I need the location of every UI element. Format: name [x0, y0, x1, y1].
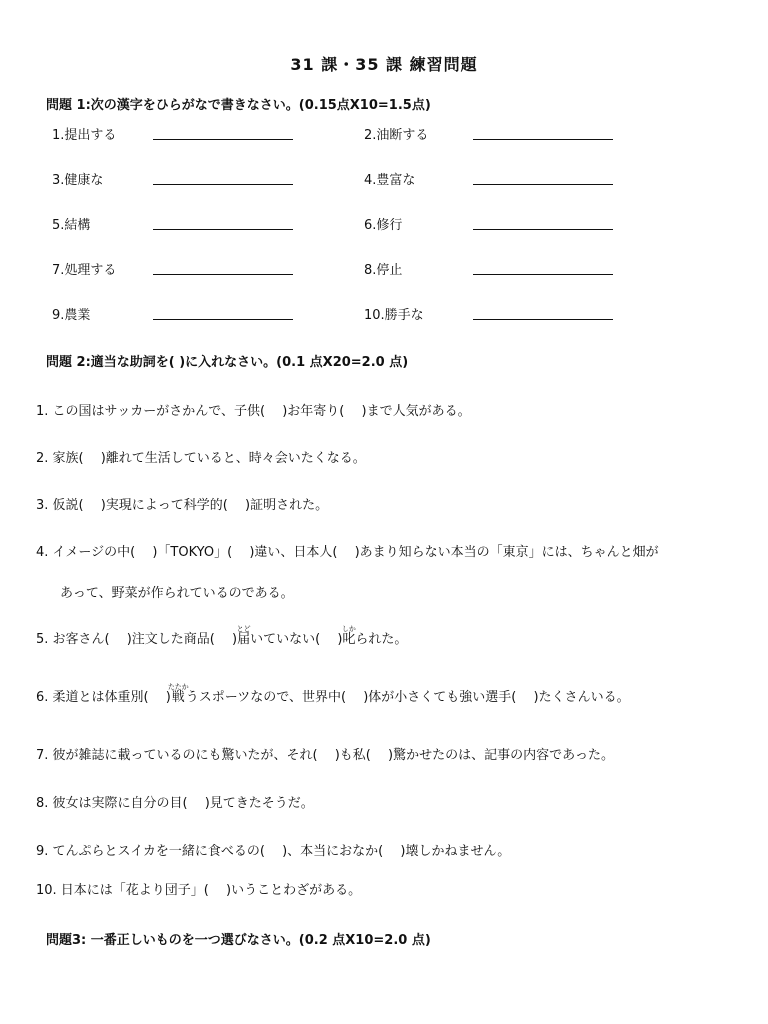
sentence-1: 1. この国はサッカーがさかんで、子供( )お年寄り( )まで人気がある。 [36, 404, 471, 419]
sentence-9: 9. てんぷらとスイカを一緒に食べるの( )、本当におなか( )壊しかねません。 [36, 844, 511, 859]
sentence-5 [36, 625, 407, 647]
vocab-item-2 [364, 124, 428, 143]
answer-line[interactable] [473, 274, 613, 275]
vocab-label: 7.処理する [52, 263, 117, 278]
vocab-item-8 [364, 259, 402, 278]
vocab-label: 2.油断する [364, 128, 429, 143]
answer-line[interactable] [473, 184, 613, 185]
answer-line[interactable] [153, 229, 293, 230]
sentence-3: 3. 仮説( )実現によって科学的( )証明された。 [36, 498, 329, 513]
sentence-6 [36, 683, 630, 705]
answer-line[interactable] [153, 274, 293, 275]
sentence-6-part-a: 6. 柔道とは体重別( ) [36, 690, 171, 705]
vocab-label: 4.豊富な [364, 173, 416, 188]
section1-heading: 問題 1:次の漢字をひらがなで書きなさい。(0.15点X10=1.5点) [46, 98, 431, 113]
vocab-item-9 [52, 304, 90, 323]
vocab-item-3 [52, 169, 103, 188]
sentence-10: 10. 日本には「花より団子」( )いうことわざがある。 [36, 883, 362, 898]
sentence-4-continued: あって、野菜が作られているのである。 [60, 586, 294, 601]
sentence-5-part-b: いていない( ) [250, 632, 343, 647]
vocab-item-7 [52, 259, 116, 278]
page-title: 31 課・35 課 練習問題 [290, 55, 478, 74]
section2-heading: 問題 2:適当な助詞を( )に入れなさい。(0.1 点X20=2.0 点) [46, 355, 409, 370]
sentence-7: 7. 彼が雑誌に載っているのにも驚いたが、それ( )も私( )驚かせたのは、記事の内容であった。 [36, 748, 614, 763]
vocab-item-4 [364, 169, 415, 188]
sentence-5-part-c: られた。 [355, 632, 408, 647]
section3-heading: 問題3: 一番正しいものを一つ選びなさい。(0.2 点X10=2.0 点) [46, 933, 431, 948]
furigana-tataka: 戦たたか [167, 683, 189, 705]
vocab-label: 8.停止 [364, 263, 403, 278]
sentence-2: 2. 家族( )離れて生活していると、時々会いたくなる。 [36, 451, 366, 466]
sentence-5-part-a: 5. お客さん( )注文した商品( ) [36, 632, 238, 647]
vocab-label: 3.健康な [52, 173, 104, 188]
vocab-label: 10.勝手な [364, 308, 424, 323]
vocab-label: 1.提出する [52, 128, 117, 143]
vocab-item-6 [364, 214, 402, 233]
answer-line[interactable] [153, 184, 293, 185]
vocab-item-1 [52, 124, 116, 143]
sentence-4: 4. イメージの中( )「TOKYO」( )違い、日本人( )あまり知らない本当の「東京」には、ちゃんと畑が [36, 545, 659, 560]
vocab-label: 6.修行 [364, 218, 403, 233]
answer-line[interactable] [473, 229, 613, 230]
vocab-item-5 [52, 214, 90, 233]
answer-line[interactable] [153, 139, 293, 140]
answer-line[interactable] [473, 139, 613, 140]
sentence-8: 8. 彼女は実際に自分の目( )見てきたそうだ。 [36, 796, 314, 811]
answer-line[interactable] [473, 319, 613, 320]
sentence-6-part-b: うスポーツなので、世界中( )体が小さくても強い選手( )たくさんいる。 [185, 690, 630, 705]
furigana-shika: 叱しか [341, 625, 356, 647]
vocab-item-10 [364, 304, 424, 323]
answer-line[interactable] [153, 319, 293, 320]
vocab-label: 5.結構 [52, 218, 91, 233]
furigana-todo: 届とど [236, 625, 251, 647]
vocab-label: 9.農業 [52, 308, 91, 323]
